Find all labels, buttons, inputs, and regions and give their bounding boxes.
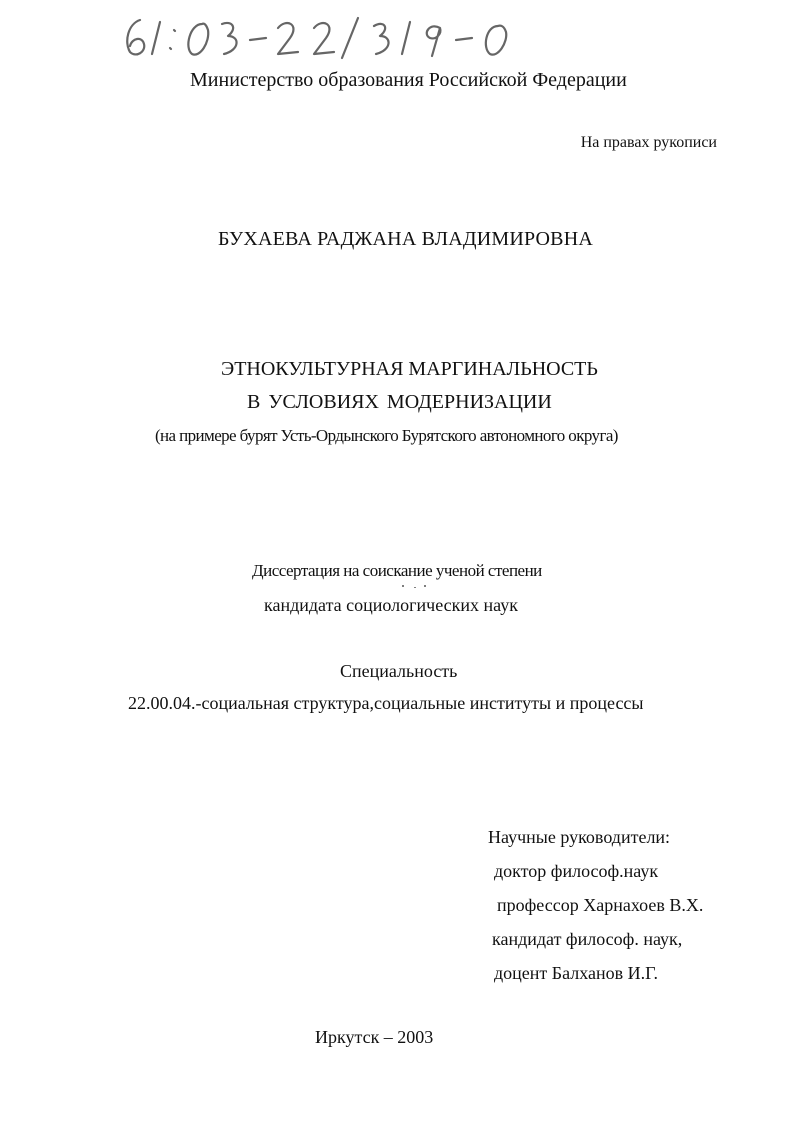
dissertation-subtitle: (на примере бурят Усть-Ордынского Бурятского автономного округа) [155, 426, 618, 445]
rights-note: На правах рукописи [580, 134, 717, 151]
author-name: БУХАЕВА РАДЖАНА ВЛАДИМИРОВНА [218, 228, 594, 250]
handwritten-catalog-number-drawing [118, 8, 538, 64]
city-year: Иркутск – 2003 [315, 1027, 434, 1047]
ministry-header: Министерство образования Российской Федерации [190, 69, 627, 91]
supervisor-line: кандидат философ. наук, [492, 929, 683, 949]
supervisor-line: доктор философ.наук [494, 861, 659, 881]
supervisors-heading: Научные руководители: [488, 827, 671, 847]
speciality-value: 22.00.04.-социальная структура,социальные институты и процессы [128, 693, 644, 713]
handwritten-catalog-number [118, 8, 538, 64]
dissertation-title-line-1: ЭТНОКУЛЬТУРНАЯ МАРГИНАЛЬНОСТЬ [221, 358, 598, 380]
dissertation-title-line-2: В УСЛОВИЯХ МОДЕРНИЗАЦИИ [247, 391, 552, 413]
scan-speck [402, 585, 404, 587]
degree-line-1: Диссертация на соискание ученой степени [252, 561, 542, 580]
degree-line-2: кандидата социологических наук [264, 595, 518, 615]
supervisor-line: доцент Балханов И.Г. [494, 963, 659, 983]
speciality-label: Специальность [340, 661, 458, 681]
scan-speck [424, 585, 426, 587]
scan-speck [414, 587, 416, 588]
supervisor-line: профессор Харнахоев В.Х. [497, 895, 704, 915]
